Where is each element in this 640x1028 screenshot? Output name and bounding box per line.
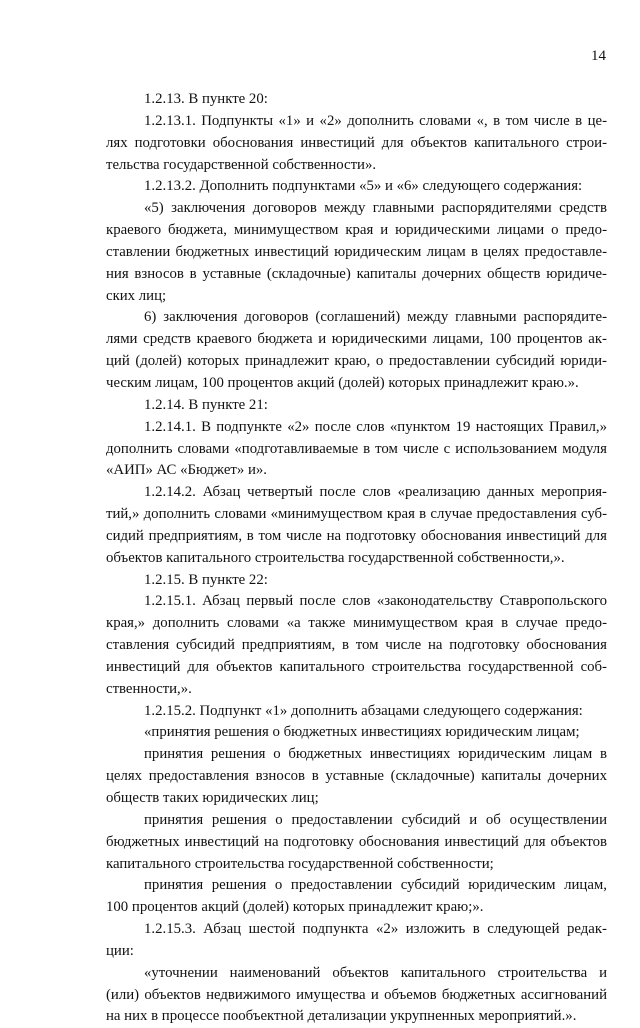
text-line: принятия решения о предоставлении субсидий юридическим лицам, bbox=[144, 877, 607, 894]
text-line: лях подготовки обоснования инвестиций для объектов капитального строи- bbox=[106, 134, 607, 151]
text-line: 1.2.13.2. Дополнить подпунктами «5» и «6» следующего содержания: bbox=[144, 178, 583, 195]
text-line: на них в процессе пообъектной детализации укрупненных мероприятий.». bbox=[106, 1008, 577, 1025]
text-line: 1.2.14.1. В подпункте «2» после слов «пунктом 19 настоящих Правил,» bbox=[144, 418, 607, 435]
text-line: 1.2.15. В пункте 22: bbox=[144, 571, 268, 588]
text-line: 1.2.13.1. Подпункты «1» и «2» дополнить словами «, в том числе в це- bbox=[144, 112, 607, 129]
text-line: 1.2.15.1. Абзац первый после слов «законодательству Ставропольского bbox=[144, 593, 607, 610]
text-line: инвестиций для объектов капитального строительства государственной соб- bbox=[106, 658, 607, 675]
text-line: обществ таких юридических лиц; bbox=[106, 790, 319, 806]
text-line: лями средств краевого бюджета и юридическими лицами, 100 процентов ак- bbox=[106, 331, 607, 348]
text-line: тий,» дополнить словами «минимуществом края в случае предоставления суб- bbox=[106, 506, 607, 523]
text-line: 1.2.15.3. Абзац шестой подпункта «2» изложить в следующей редак- bbox=[144, 921, 607, 938]
text-line: «АИП» АС «Бюджет» и». bbox=[106, 462, 267, 479]
text-line: 6) заключения договоров (соглашений) между главными распорядите- bbox=[144, 309, 607, 326]
text-line: ций (долей) которых принадлежит краю, о предоставлении субсидий юриди- bbox=[106, 353, 607, 370]
text-line: «5) заключения договоров между главными распорядителями средств bbox=[144, 200, 607, 217]
text-line: 1.2.14.2. Абзац четвертый после слов «реализацию данных мероприя- bbox=[144, 484, 607, 501]
text-line: «принятия решения о бюджетных инвестициях юридическим лицам; bbox=[144, 724, 580, 741]
text-line: ции: bbox=[106, 942, 134, 959]
text-line: 1.2.15.2. Подпункт «1» дополнить абзацами следующего содержания: bbox=[144, 702, 583, 719]
text-line: ния взносов в уставные (складочные) капиталы дочерних обществ юридиче- bbox=[106, 265, 607, 282]
text-line: капитального строительства государственной собственности; bbox=[106, 855, 494, 872]
text-line: ческим лицам, 100 процентов акций (долей) которых принадлежит краю.». bbox=[106, 374, 579, 391]
text-line: ских лиц; bbox=[106, 287, 167, 304]
text-line: (или) объектов недвижимого имущества и объемов бюджетных ассигнований bbox=[106, 986, 607, 1003]
document-body bbox=[106, 89, 607, 1028]
text-line: краевого бюджета, минимуществом края и юридическими лицами о предо- bbox=[106, 222, 607, 239]
text-line: целях предоставления взносов в уставные (складочные) капиталы дочерних bbox=[106, 768, 607, 785]
text-line: сидий предприятиям, в том числе на подготовку обоснования инвестиций для bbox=[106, 527, 607, 544]
text-line: 1.2.14. В пункте 21: bbox=[144, 396, 268, 413]
text-line: края,» дополнить словами «а также минимуществом края в случае предо- bbox=[106, 615, 607, 632]
text-line: принятия решения о предоставлении субсидий и об осуществлении bbox=[144, 811, 607, 828]
text-line: объектов капитального строительства государственной собственности,». bbox=[106, 549, 565, 566]
text-line: 100 процентов акций (долей) которых принадлежит краю;». bbox=[106, 899, 484, 916]
text-line: 1.2.13. В пункте 20: bbox=[144, 91, 268, 107]
text-line: тельства государственной собственности». bbox=[106, 156, 377, 173]
text-line: бюджетных инвестиций на подготовку обоснования инвестиций для объектов bbox=[106, 833, 607, 850]
text-line: «уточнении наименований объектов капитального строительства и bbox=[144, 964, 607, 981]
text-line: ставлении бюджетных инвестиций юридическим лицам в целях предоставле- bbox=[106, 243, 607, 260]
text-line: дополнить словами «подготавливаемые в том числе с использованием модуля bbox=[106, 440, 607, 457]
text-line: ственности,». bbox=[106, 680, 192, 697]
text-line: принятия решения о бюджетных инвестициях юридическим лицам в bbox=[144, 746, 607, 763]
page-number: 14 bbox=[591, 48, 606, 64]
text-line: ставления субсидий предприятиям, в том числе на подготовку обоснования bbox=[106, 637, 607, 654]
